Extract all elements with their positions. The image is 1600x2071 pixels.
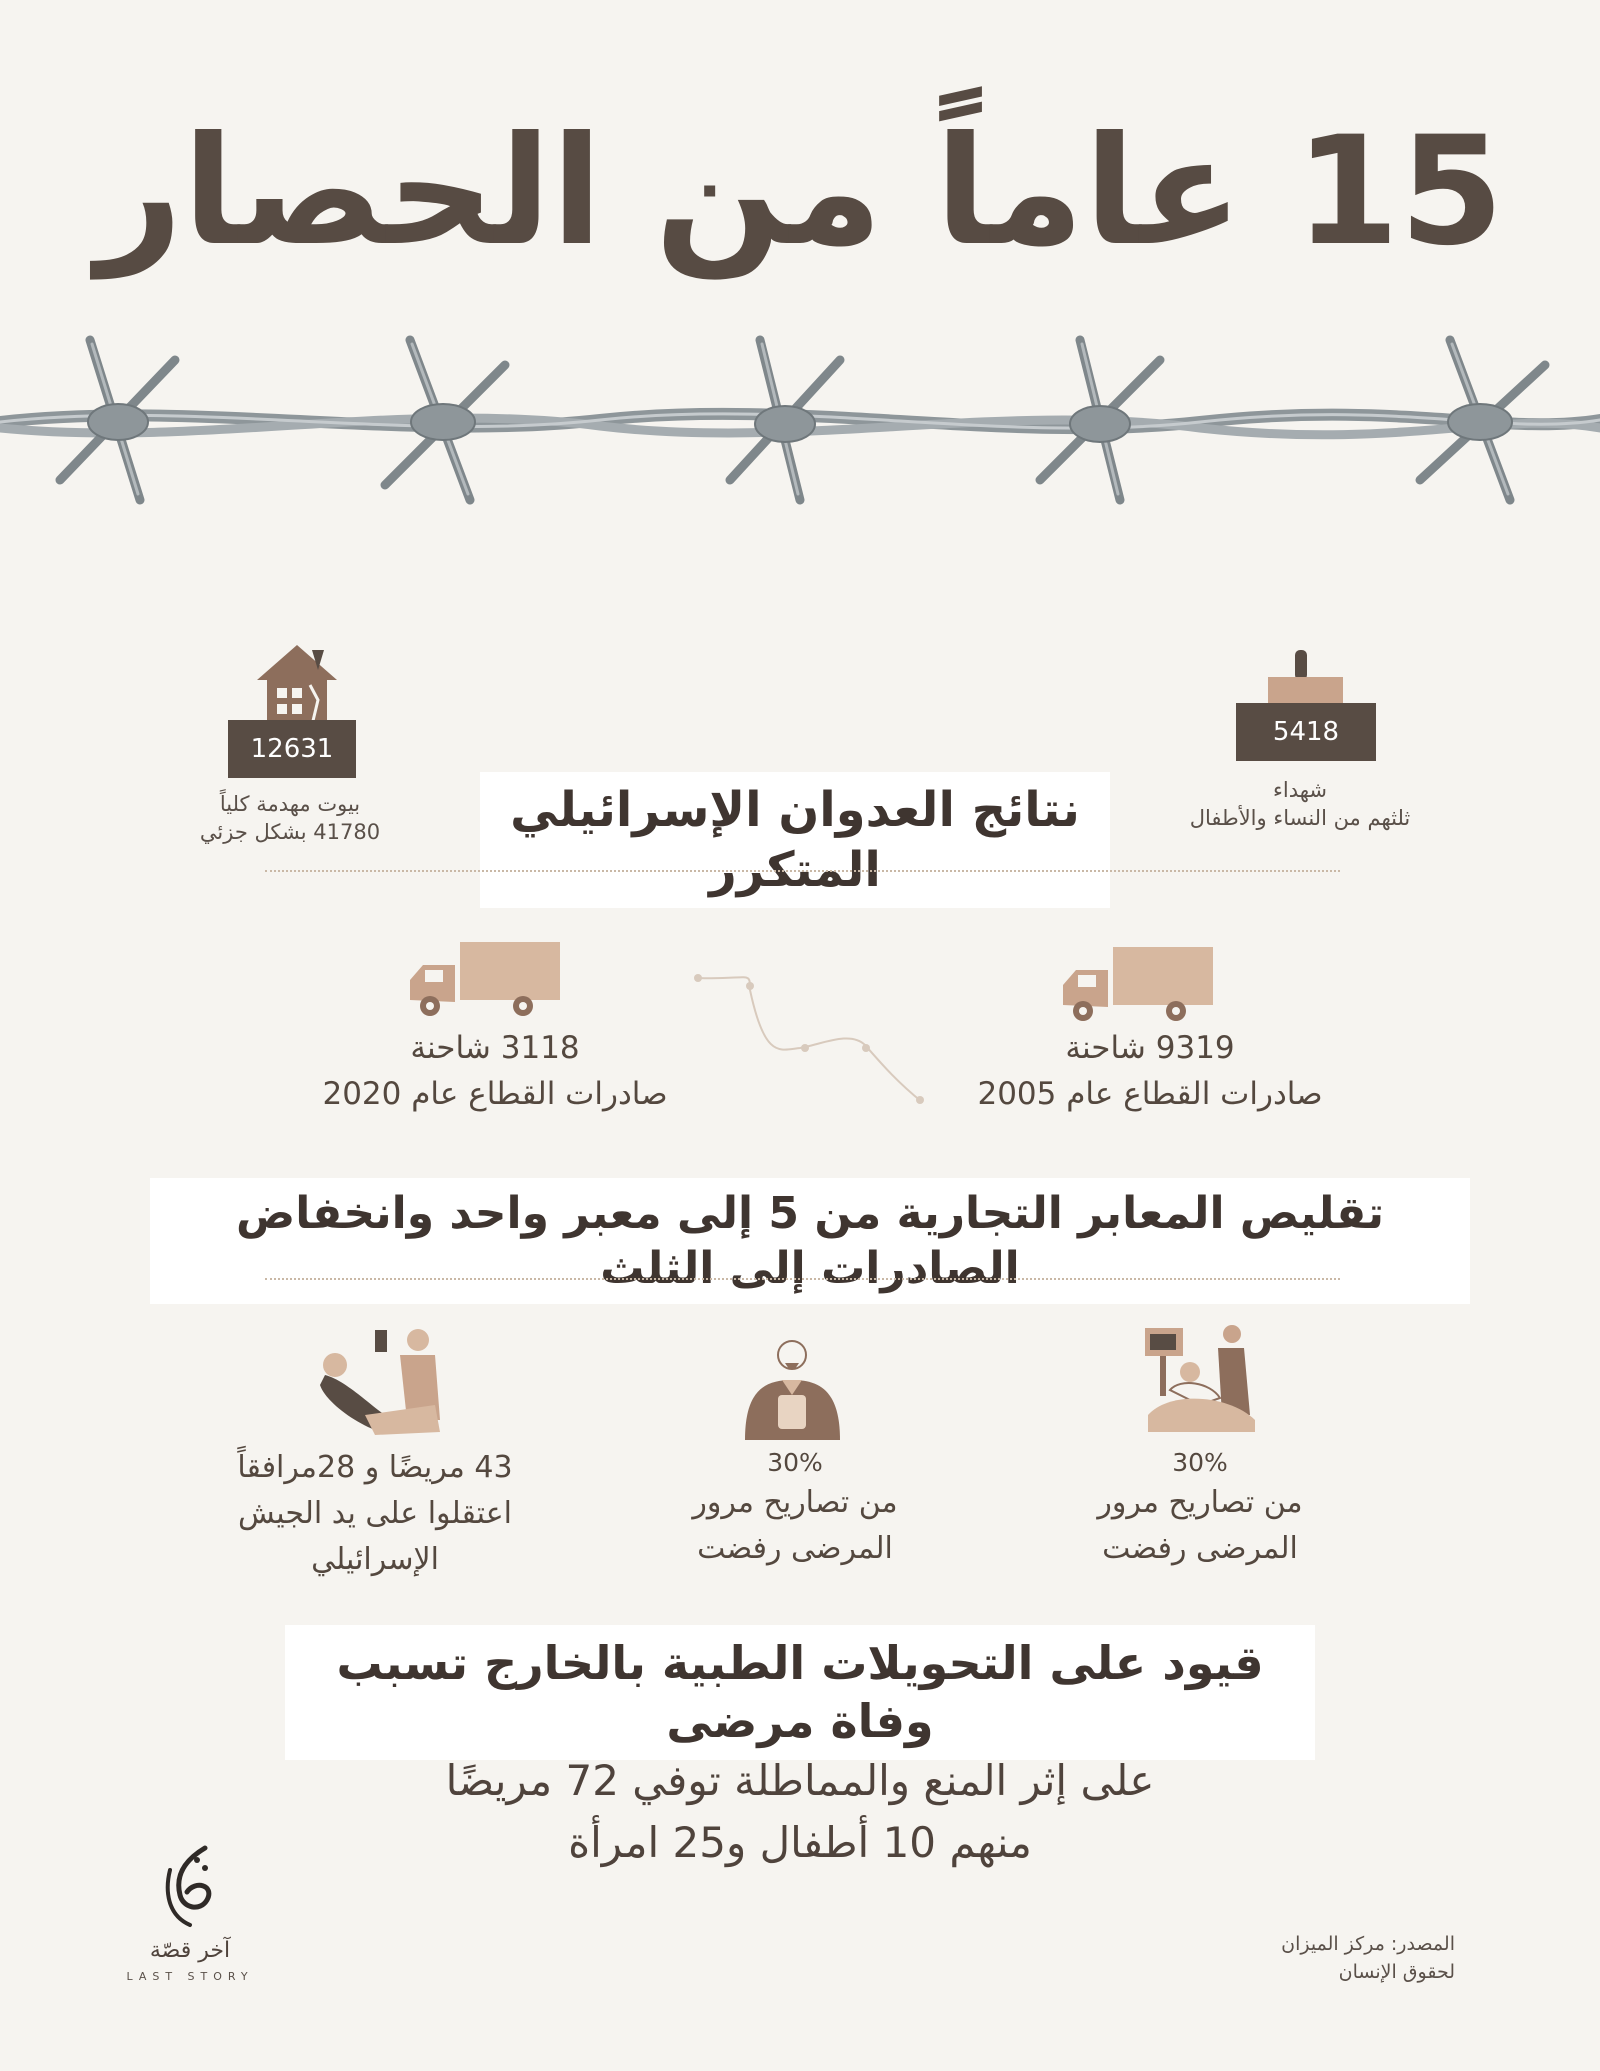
source-line2: لحقوق الإنسان <box>1338 1961 1455 1983</box>
section1-headline: نتائج العدوان الإسرائيلي المتكرر <box>480 772 1110 908</box>
medical-stat-1-value: 30% <box>1172 1448 1228 1477</box>
logo-arabic-text: آخر قصّة <box>149 1938 231 1963</box>
medical-stat-2 <box>665 1446 925 1572</box>
decline-line-icon <box>690 970 930 1110</box>
medical-stat-1-line2: المرضى رفضت <box>1102 1531 1298 1566</box>
exports-2020-label: صادرات القطاع عام 2020 <box>322 1076 668 1112</box>
martyrs-caption-line2: ثلثهم من النساء والأطفال <box>1189 806 1411 830</box>
homes-caption <box>180 790 400 846</box>
medical-stat-2-value: 30% <box>767 1448 823 1477</box>
source-note <box>1200 1930 1455 1986</box>
deaths-summary-line2: منهم 10 أطفال و25 امرأة <box>568 1818 1032 1867</box>
destroyed-house-icon <box>252 640 342 725</box>
hospital-bed-patient-icon <box>1140 1320 1260 1440</box>
martyrs-count: 5418 <box>1236 703 1376 761</box>
nurse-icon <box>735 1335 850 1445</box>
martyrs-caption-line1: شهداء <box>1272 778 1327 802</box>
medical-stat-1 <box>1080 1446 1320 1572</box>
deaths-summary <box>300 1750 1300 1874</box>
page-title: 15 عاماً من الحصار <box>96 105 1504 279</box>
arrested-patient-icon <box>315 1320 445 1440</box>
medical-stat-1-line1: من تصاريح مرور <box>1097 1485 1303 1520</box>
source-line1: المصدر: مركز الميزان <box>1281 1933 1455 1955</box>
logo-english-text: LAST STORY <box>126 1970 254 1983</box>
medical-stat-2-line2: المرضى رفضت <box>697 1531 893 1566</box>
section-divider <box>265 1278 1340 1280</box>
destroyed-homes-count: 12631 <box>228 720 356 778</box>
medical-stat-3-value: 43 مريضًا و 28مرافقاً <box>237 1450 513 1485</box>
martyrs-caption <box>1170 776 1430 832</box>
medical-stat-3-line1: اعتقلوا على يد الجيش <box>238 1496 512 1531</box>
truck-2005-icon <box>1058 945 1218 1025</box>
exports-2005-label: صادرات القطاع عام 2005 <box>977 1076 1323 1112</box>
exports-2005-count: 9319 شاحنة <box>1065 1030 1235 1066</box>
section3-headline: قيود على التحويلات الطبية بالخارج تسبب وفاة مرضى <box>285 1625 1315 1760</box>
section-divider <box>265 870 1340 872</box>
martyrs-icon <box>1265 645 1345 705</box>
last-story-logo <box>145 1840 235 1930</box>
exports-2005 <box>930 1025 1370 1117</box>
section2-headline: تقليص المعابر التجارية من 5 إلى معبر واحد وانخفاض الصادرات إلى الثلث <box>150 1178 1470 1304</box>
homes-caption-line2: 41780 بشكل جزئي <box>199 820 381 844</box>
exports-2020-count: 3118 شاحنة <box>410 1030 580 1066</box>
deaths-summary-line1: على إثر المنع والمماطلة توفي 72 مريضًا <box>445 1756 1155 1805</box>
homes-caption-line1: بيوت مهدمة كلياً <box>219 792 361 816</box>
medical-stat-2-line1: من تصاريح مرور <box>692 1485 898 1520</box>
medical-stat-3 <box>195 1445 555 1583</box>
exports-2020 <box>280 1025 710 1117</box>
barbed-wire-image <box>0 330 1600 510</box>
medical-stat-3-line2: الإسرائيلي <box>311 1542 439 1577</box>
truck-2020-icon <box>405 940 565 1020</box>
